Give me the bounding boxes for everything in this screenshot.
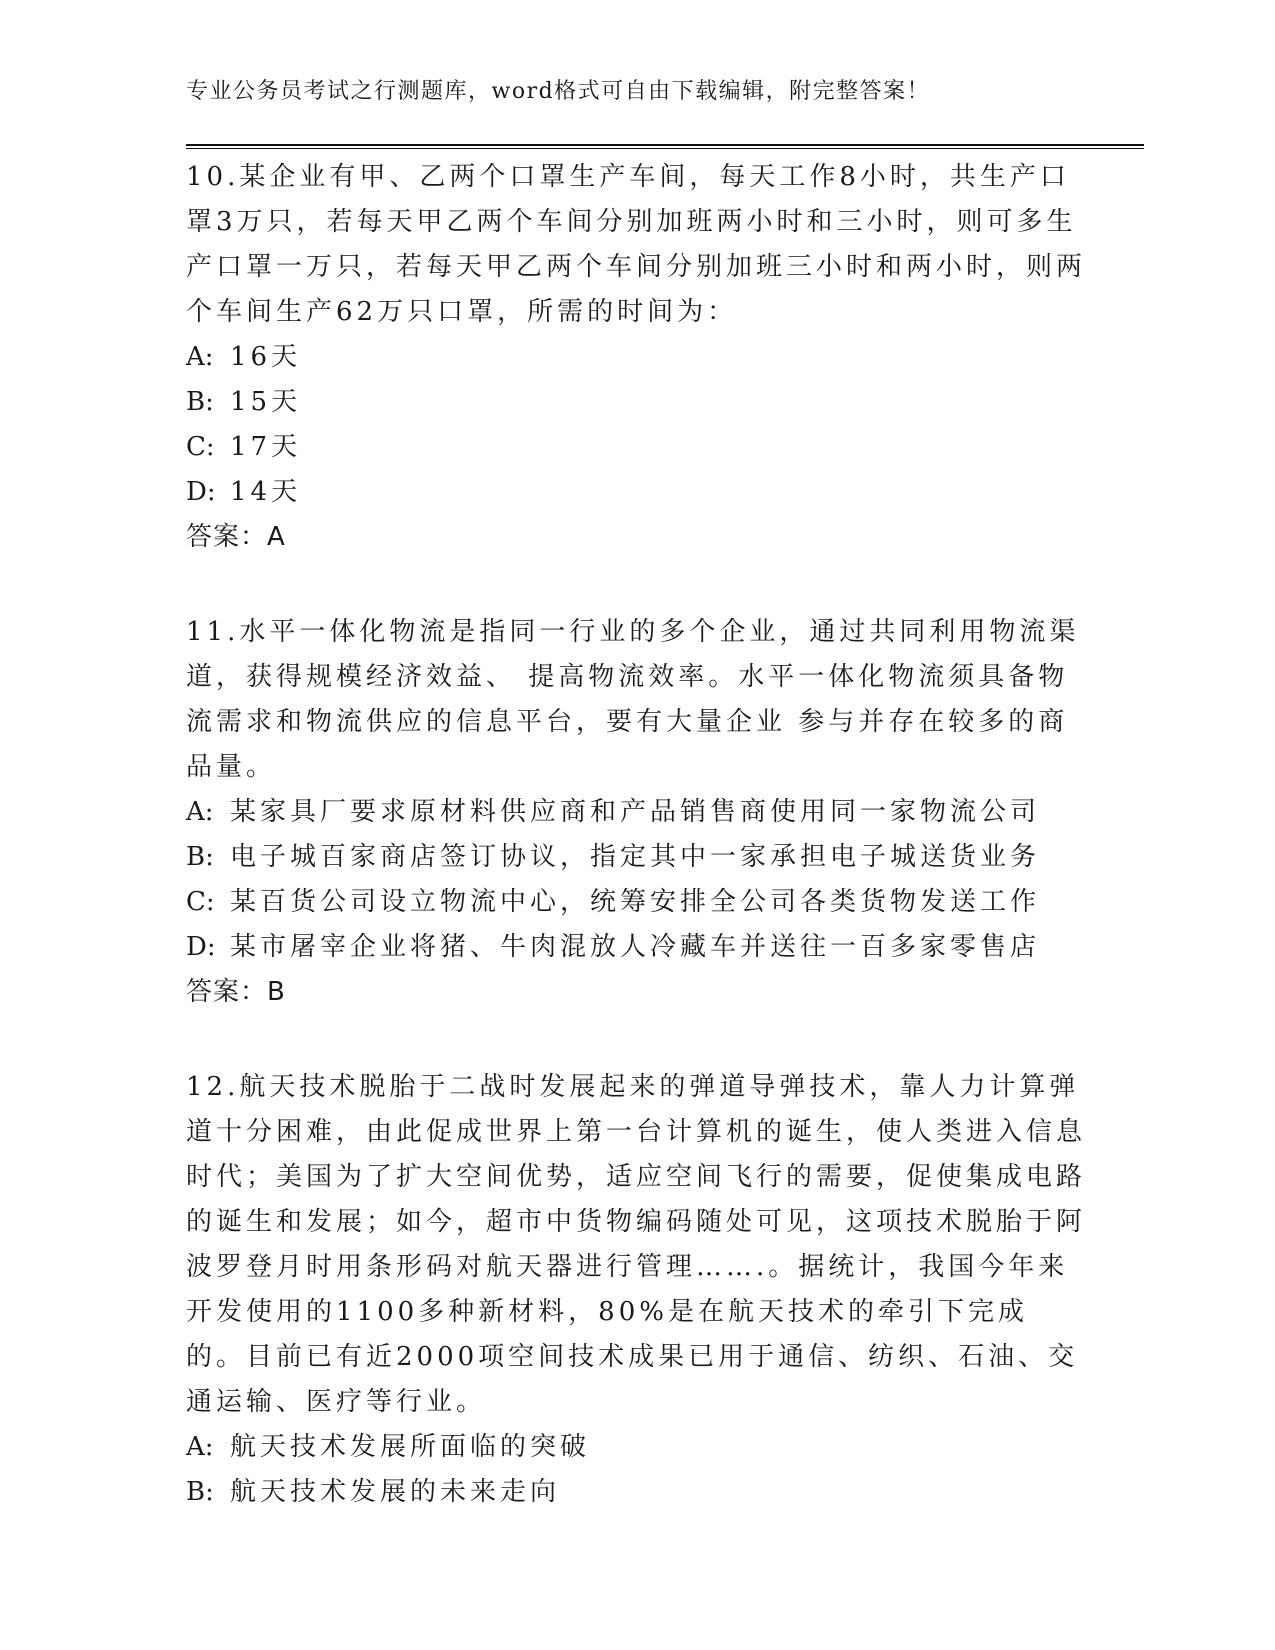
option-a bbox=[186, 1425, 1086, 1470]
option-c bbox=[186, 880, 1086, 925]
option-letter: A: bbox=[186, 1432, 214, 1462]
option-text: 14天 bbox=[230, 477, 302, 507]
option-a bbox=[186, 790, 1086, 835]
option-list bbox=[186, 1425, 1086, 1515]
option-letter: A: bbox=[186, 797, 214, 827]
option-text: 17天 bbox=[230, 432, 302, 462]
option-letter: B: bbox=[186, 387, 214, 417]
option-letter: D: bbox=[186, 477, 216, 507]
option-text: 16天 bbox=[230, 342, 302, 372]
question-stem: 12.航天技术脱胎于二战时发展起来的弹道导弹技术，靠人力计算弹道十分困难，由此促成世界上第一台计算机的诞生，使人类进入信息时代；美国为了扩大空间优势，适应空间飞行的需要，促使集成电路的诞生和发展；如今，超市中货物编码随处可见，这项技术脱胎于阿波罗登月时用条形码对航天器进行管理…….。据统计，我国今年来开发使用的1100多种新材料，80%是在航天技术的牵引下完成的。目前已有近2000项空间技术成果已用于通信、纺织、石油、交通运输、医疗等行业。 bbox=[186, 1072, 1087, 1417]
option-letter: C: bbox=[186, 887, 215, 917]
option-text: 航天技术发展的未来走向 bbox=[230, 1477, 561, 1507]
option-text: 15天 bbox=[230, 387, 302, 417]
option-list bbox=[186, 335, 1086, 515]
option-text: 航天技术发展所面临的突破 bbox=[230, 1432, 591, 1462]
question-list bbox=[186, 155, 1086, 1565]
question-11 bbox=[186, 610, 1086, 1015]
option-b bbox=[186, 1470, 1086, 1515]
option-list bbox=[186, 790, 1086, 970]
question-stem: 11.水平一体化物流是指同一行业的多个企业，通过共同利用物流渠道，获得规模经济效益、 提高物流效率。水平一体化物流须具备物流需求和物流供应的信息平台，要有大量企业 参与并存在较多的商品量。 bbox=[186, 617, 1080, 782]
option-c bbox=[186, 425, 1086, 470]
option-d bbox=[186, 925, 1086, 970]
option-text: 某百货公司设立物流中心，统筹安排全公司各类货物发送工作 bbox=[230, 887, 1041, 917]
option-letter: B: bbox=[186, 1477, 214, 1507]
question-12 bbox=[186, 1065, 1086, 1515]
question-10 bbox=[186, 155, 1086, 560]
option-text: 某家具厂要求原材料供应商和产品销售商使用同一家物流公司 bbox=[230, 797, 1041, 827]
option-letter: A: bbox=[186, 342, 214, 372]
option-a bbox=[186, 335, 1086, 380]
option-letter: B: bbox=[186, 842, 214, 872]
question-stem: 10.某企业有甲、乙两个口罩生产车间，每天工作8小时，共生产口罩3万只，若每天甲乙两个车间分别加班两小时和三小时，则可多生产口罩一万只，若每天甲乙两个车间分别加班三小时和两小时，则两个车间生产62万只口罩，所需的时间为： bbox=[186, 162, 1087, 327]
option-text: 某市屠宰企业将猪、牛肉混放人冷藏车并送往一百多家零售店 bbox=[230, 932, 1041, 962]
answer-line: 答案：A bbox=[186, 522, 286, 552]
option-text: 电子城百家商店签订协议，指定其中一家承担电子城送货业务 bbox=[230, 842, 1041, 872]
option-d bbox=[186, 470, 1086, 515]
answer-line: 答案：B bbox=[186, 977, 286, 1007]
page-header: 专业公务员考试之行测题库，word格式可自由下载编辑，附完整答案！ bbox=[186, 79, 931, 104]
header-divider bbox=[186, 144, 1144, 149]
option-letter: D: bbox=[186, 932, 216, 962]
option-letter: C: bbox=[186, 432, 215, 462]
option-b bbox=[186, 380, 1086, 425]
option-b bbox=[186, 835, 1086, 880]
